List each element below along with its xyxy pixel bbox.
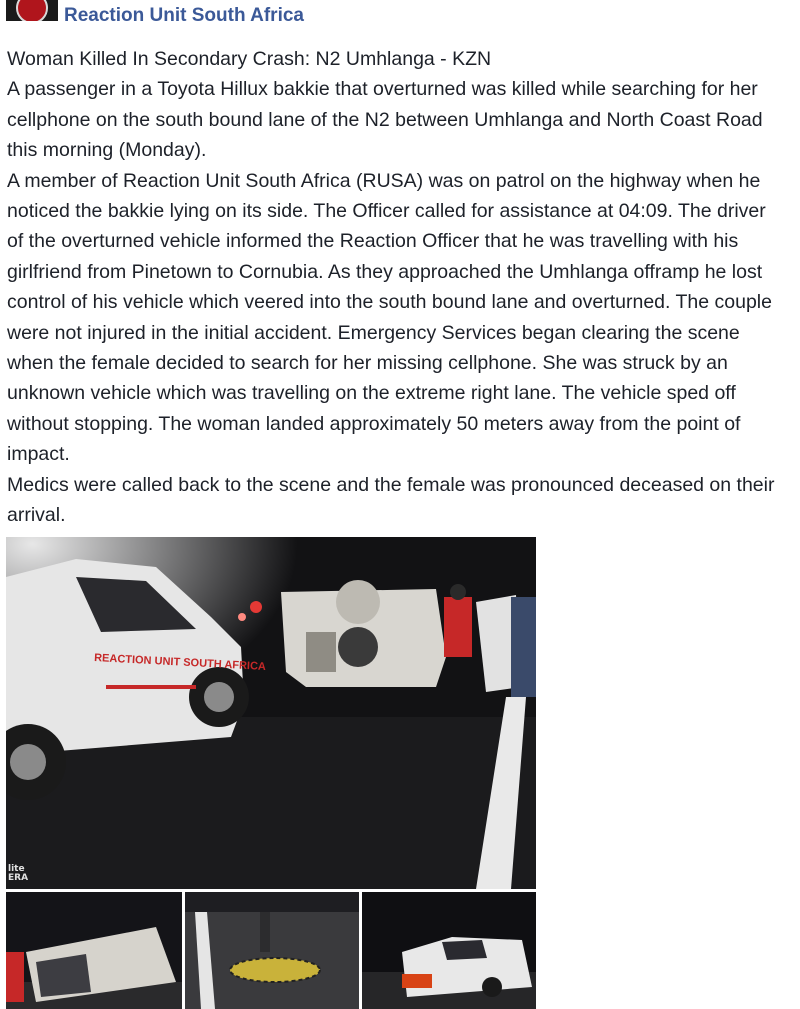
thumbnail-image: [362, 892, 536, 1009]
thumbnail-photo-1[interactable]: [6, 892, 182, 1009]
page-avatar[interactable]: [6, 0, 58, 21]
thumbnail-photo-2[interactable]: [185, 892, 359, 1009]
post-paragraph: A member of Reaction Unit South Africa (RUSA) was on patrol on the highway when he noticed the bakkie lying on its side. The Officer called for assistance at 04:09. The driver of the overturned vehicle informed the Reaction Officer that he was travelling with his girlfriend from Pinetown to Cornubia. As they approached the Umhlanga offramp he lost control of his vehicle which veered into the south bound lane and overturned. The couple were not injured in the initial accident. Emergency Services began clearing the scene when the female decided to search for her missing cellphone. She was struck by an unknown vehicle which was travelling on the extreme right lane. The vehicle sped off without stopping. The woman landed approximately 50 meters away from the point of impact.: [7, 169, 772, 466]
vehicle-livery-text: REACTION UNIT SOUTH AFRICA: [93, 652, 267, 673]
thumbnail-image: [6, 892, 182, 1009]
rusa-emblem-icon: [16, 0, 48, 21]
post-paragraph: A passenger in a Toyota Hillux bakkie that overturned was killed while searching for her cellphone on the south bound lane of the N2 between Umhlanga and North Coast Road this morning (Monday).: [7, 78, 763, 162]
thumbnail-photo-3[interactable]: [362, 892, 536, 1009]
main-photo-image: [6, 537, 536, 889]
photo-watermark: lite ERA: [8, 864, 29, 883]
thumbnail-image: [185, 892, 359, 1009]
main-photo[interactable]: [6, 537, 536, 889]
post-body: [7, 44, 777, 531]
post-header: [6, 0, 796, 30]
post-paragraph: Medics were called back to the scene and the female was pronounced deceased on their arrival.: [7, 473, 775, 527]
post-headline: Woman Killed In Secondary Crash: N2 Umhlanga - KZN: [7, 48, 492, 70]
page-name-link[interactable]: Reaction Unit South Africa: [64, 5, 304, 26]
